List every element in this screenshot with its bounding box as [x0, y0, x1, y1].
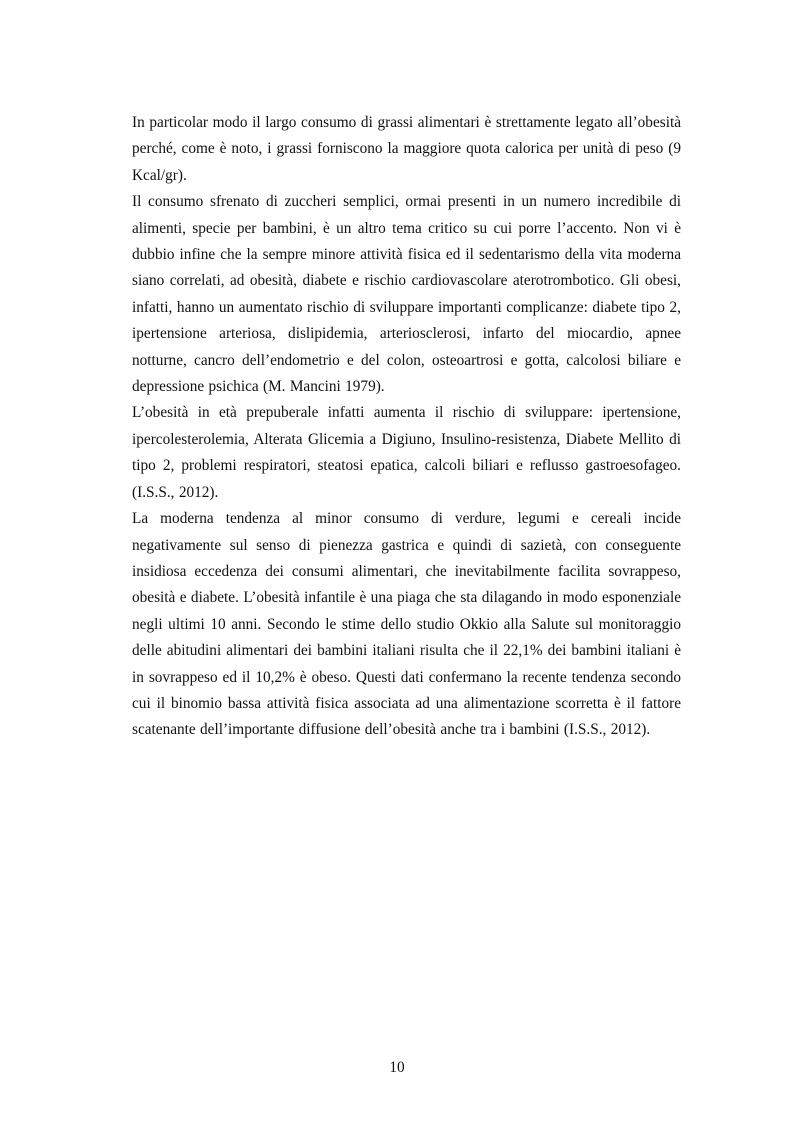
page-number: 10 — [389, 1059, 405, 1076]
paragraph-prepubertal-obesity: L’obesità in età prepuberale infatti aumenta il rischio di sviluppare: ipertensione, ipercolesterolemia, Alterata Glicemia a Digiuno, Insulino-resistenza, Diabete Mellito di tipo 2, problemi respiratori, steatosi epatica, calcoli biliari e reflusso gastroesofageo. (I.S.S., 2012). — [132, 404, 681, 501]
body-text — [132, 110, 681, 744]
paragraph-sugar-consumption: Il consumo sfrenato di zuccheri semplici, ormai presenti in un numero incredibile di alimenti, specie per bambini, è un altro tema critico su cui porre l’accento. Non vi è dubbio infine che la sempre minore attività fisica ed il sedentarismo della vita moderna siano correlati, ad obesità, diabete e rischio cardiovascolare aterotrombotico. Gli obesi, infatti, hanno un aumentato rischio di sviluppare importanti complicanze: diabete tipo 2, ipertensione arteriosa, dislipidemia, arteriosclerosi, infarto del miocardio, apnee notturne, cancro dell’endometrio e del colon, osteoartrosi e gotta, calcolosi biliare e depressione psichica (M. Mancini 1979). — [132, 193, 681, 396]
paragraph-childhood-obesity: La moderna tendenza al minor consumo di verdure, legumi e cereali incide negativamente sul senso di pienezza gastrica e quindi di sazietà, con conseguente insidiosa eccedenza dei consumi alimentari, che inevitabilmente facilita sovrappeso, obesità e diabete. L’obesità infantile è una piaga che sta dilagando in modo esponenziale negli ultimi 10 anni. Secondo le stime dello studio Okkio alla Salute sul monitoraggio delle abitudini alimentari dei bambini italiani risulta che il 22,1% dei bambini italiani è in sovrappeso ed il 10,2% è obeso. Questi dati confermano la recente tendenza secondo cui il binomio bassa attività fisica associata ad una alimentazione scorretta è il fattore scatenante dell’importante diffusione dell’obesità anche tra i bambini (I.S.S., 2012). — [132, 510, 681, 739]
paragraph-fat-consumption: In particolar modo il largo consumo di grassi alimentari è strettamente legato all’obesità perché, come è noto, i grassi forniscono la maggiore quota calorica per unità di peso (9 Kcal/gr). — [132, 114, 681, 184]
